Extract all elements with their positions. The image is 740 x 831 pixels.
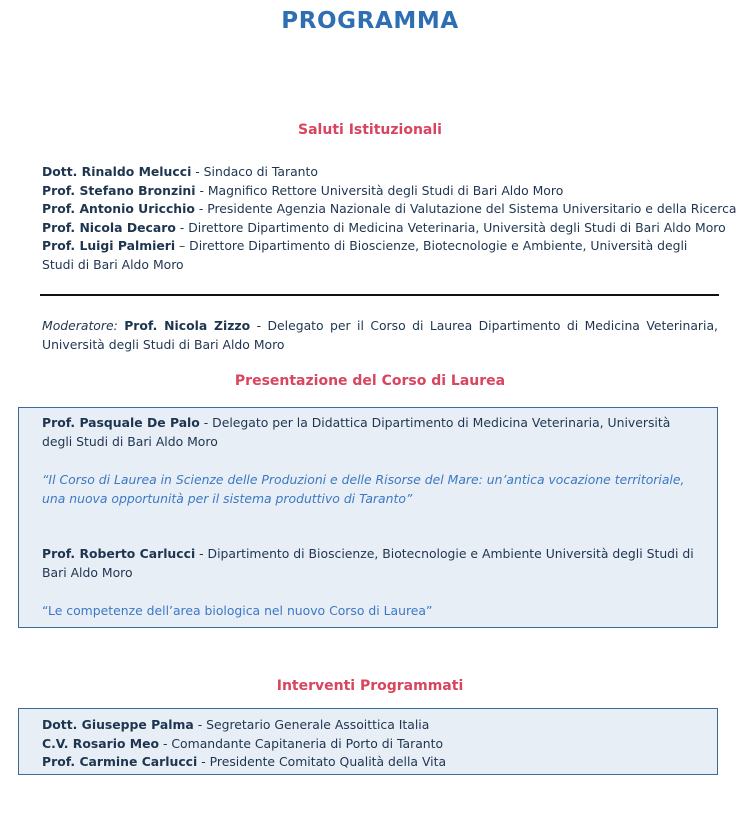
- section-heading-interventi: Interventi Programmati: [276, 678, 464, 694]
- speaker-entry: [42, 414, 694, 451]
- speaker-name: Prof. Roberto Carlucci: [42, 546, 196, 561]
- list-item: [42, 182, 718, 201]
- section-heading-saluti: Saluti Istituzionali: [298, 122, 442, 138]
- list-item: [42, 219, 726, 238]
- list-item: [42, 200, 737, 219]
- speaker-name: Dott. Rinaldo Melucci: [42, 164, 192, 179]
- speaker-entry: [42, 545, 694, 582]
- speaker-name: Prof. Luigi Palmieri: [42, 238, 176, 254]
- speaker-name: Prof. Antonio Uricchio: [42, 201, 195, 217]
- presentazione-box: [18, 407, 718, 628]
- speaker-role: – Direttore Dipartimento di Bioscienze, Biotecnologie e Ambiente, Università degli Studi di Bari Aldo Moro: [42, 238, 688, 272]
- speaker-role: - Sindaco di Taranto: [191, 164, 318, 179]
- speaker-name: Prof. Carmine Carlucci: [42, 754, 198, 770]
- saluti-list: [42, 163, 737, 275]
- speaker-role: - Segretario Generale Assoittica Italia: [193, 717, 430, 732]
- moderator-label: Moderatore:: [42, 318, 118, 333]
- talk-title: “Le competenze dell’area biologica nel nuovo Corso di Laurea”: [42, 603, 433, 618]
- section-heading-presentazione: Presentazione del Corso di Laurea: [234, 373, 506, 389]
- speaker-name: Prof. Stefano Bronzini: [42, 182, 196, 198]
- speaker-name: C.V. Rosario Meo: [42, 735, 160, 751]
- speaker-role: - Dipartimento di Bioscienze, Biotecnologie e Ambiente Università degli Studi di Bari Aldo Moro: [42, 546, 694, 580]
- speaker-role: - Comandante Capitaneria di Porto di Taranto: [159, 735, 444, 751]
- moderator-paragraph: [42, 317, 718, 354]
- interventi-list: [42, 716, 694, 772]
- list-item: [42, 163, 718, 182]
- talk-title: “Il Corso di Laurea in Scienze delle Produzioni e delle Risorse del Mare: un’antica vocazione territoriale, una nuova opportunità per il sistema produttivo di Taranto”: [42, 472, 685, 506]
- moderator-role: - Delegato per il Corso di Laurea Dipartimento di Medicina Veterinaria, Università degli Studi di Bari Aldo Moro: [42, 318, 718, 352]
- speaker-role: - Direttore Dipartimento di Medicina Veterinaria, Università degli Studi di Bari Aldo Moro: [175, 219, 726, 235]
- list-item: [42, 716, 694, 735]
- speaker-name: Prof. Pasquale De Palo: [42, 415, 200, 430]
- list-item: [42, 735, 694, 754]
- speaker-role: - Presidente Agenzia Nazionale di Valutazione del Sistema Universitario e della Ricerca: [194, 201, 737, 217]
- speaker-role: - Magnifico Rettore Università degli Studi di Bari Aldo Moro: [195, 182, 564, 198]
- list-item: [42, 753, 694, 772]
- divider: [40, 294, 719, 296]
- interventi-box: [18, 708, 718, 775]
- list-item: [42, 237, 718, 274]
- speaker-role: - Presidente Comitato Qualità della Vita: [197, 754, 447, 770]
- page-title: PROGRAMMA: [281, 8, 459, 34]
- speaker-name: Dott. Giuseppe Palma: [42, 717, 194, 732]
- moderator-name: Prof. Nicola Zizzo: [124, 318, 251, 333]
- speaker-name: Prof. Nicola Decaro: [42, 219, 176, 235]
- speaker-role: - Delegato per la Didattica Dipartimento di Medicina Veterinaria, Università degli Studi di Bari Aldo Moro: [42, 415, 671, 449]
